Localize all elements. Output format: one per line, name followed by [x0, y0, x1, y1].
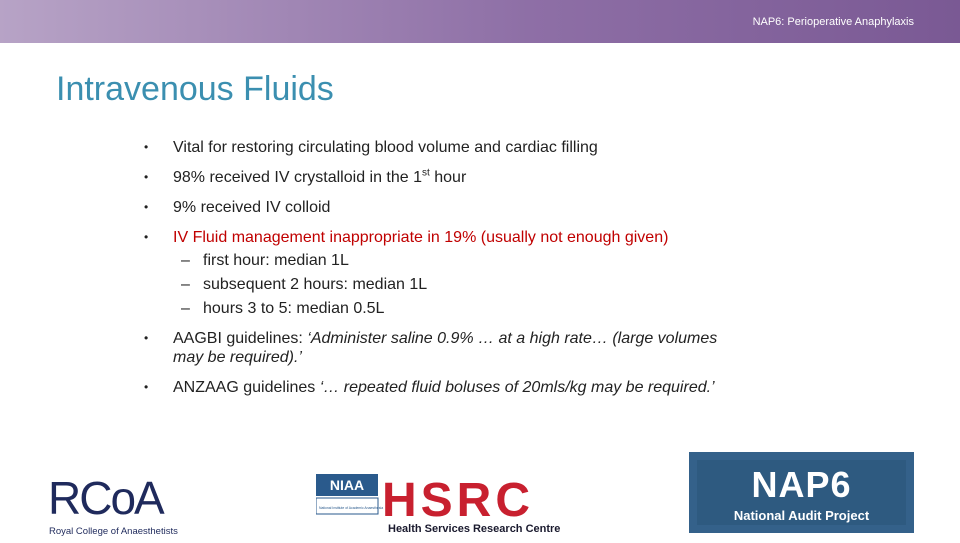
sub-bullet-dash: – [181, 252, 190, 269]
bullet-quote: ‘… repeated fluid boluses of 20mls/kg may be required.’ [319, 379, 715, 396]
bullet-dot: • [144, 230, 149, 244]
bullet-quote: may be required).’ [173, 349, 302, 366]
sub-bullet-text: hours 3 to 5: median 0.5L [203, 300, 385, 317]
sub-bullet [181, 251, 349, 270]
bullet-text-highlight: IV Fluid management inappropriate in 19% (usually not enough given) [173, 229, 669, 246]
bullet-lead: ANZAAG guidelines [173, 379, 320, 396]
bullet-text: Vital for restoring circulating blood volume and cardiac filling [173, 139, 598, 156]
slide-title: Intravenous Fluids [56, 70, 334, 108]
rcoa-logo [48, 472, 193, 543]
bullet-dot: • [144, 140, 149, 154]
superscript: st [422, 167, 430, 179]
nap6-logo [689, 452, 914, 533]
rcoa-logo-mark: RCoA [48, 472, 163, 524]
header-title: NAP6: Perioperative Anaphylaxis [752, 16, 914, 28]
hsrc-logo-caption: Health Services Research Centre [388, 523, 561, 535]
niaa-logo-caption: National Institute of Academic Anaesthesia [319, 506, 384, 510]
bullet-text [173, 378, 813, 397]
sub-bullet-text: subsequent 2 hours: median 1L [203, 276, 428, 293]
sub-bullet-dash: – [181, 300, 190, 317]
bullet-dot: • [144, 170, 149, 184]
header-bar [0, 0, 960, 43]
sub-bullet [181, 299, 384, 318]
bullet-dot: • [144, 331, 149, 345]
sub-bullet [181, 275, 427, 294]
bullet-quote: ‘Administer saline 0.9% … at a high rate… (large volumes [307, 330, 718, 347]
nap6-logo-mark: NAP6 [751, 464, 852, 505]
bullet-text-part: hour [429, 169, 467, 186]
nap6-logo-inner [697, 460, 906, 525]
bullet-text-part: 98% received IV crystalloid in the 1 [173, 169, 423, 186]
bullet-dot: • [144, 380, 149, 394]
nap6-logo-caption: National Audit Project [733, 508, 870, 523]
bullet-dot: • [144, 200, 149, 214]
rcoa-logo-caption: Royal College of Anaesthetists [49, 526, 178, 537]
niaa-hsrc-logo [316, 474, 570, 543]
bullet-text [173, 329, 813, 367]
bullet-lead: AAGBI guidelines: [173, 330, 308, 347]
niaa-logo-mark: NIAA [329, 477, 365, 493]
sub-bullet-dash: – [181, 276, 190, 293]
hsrc-logo-mark: HSRC [382, 474, 535, 527]
sub-bullet-text: first hour: median 1L [203, 252, 349, 269]
bullet-text: 9% received IV colloid [173, 199, 331, 216]
bullet-text [173, 168, 813, 187]
